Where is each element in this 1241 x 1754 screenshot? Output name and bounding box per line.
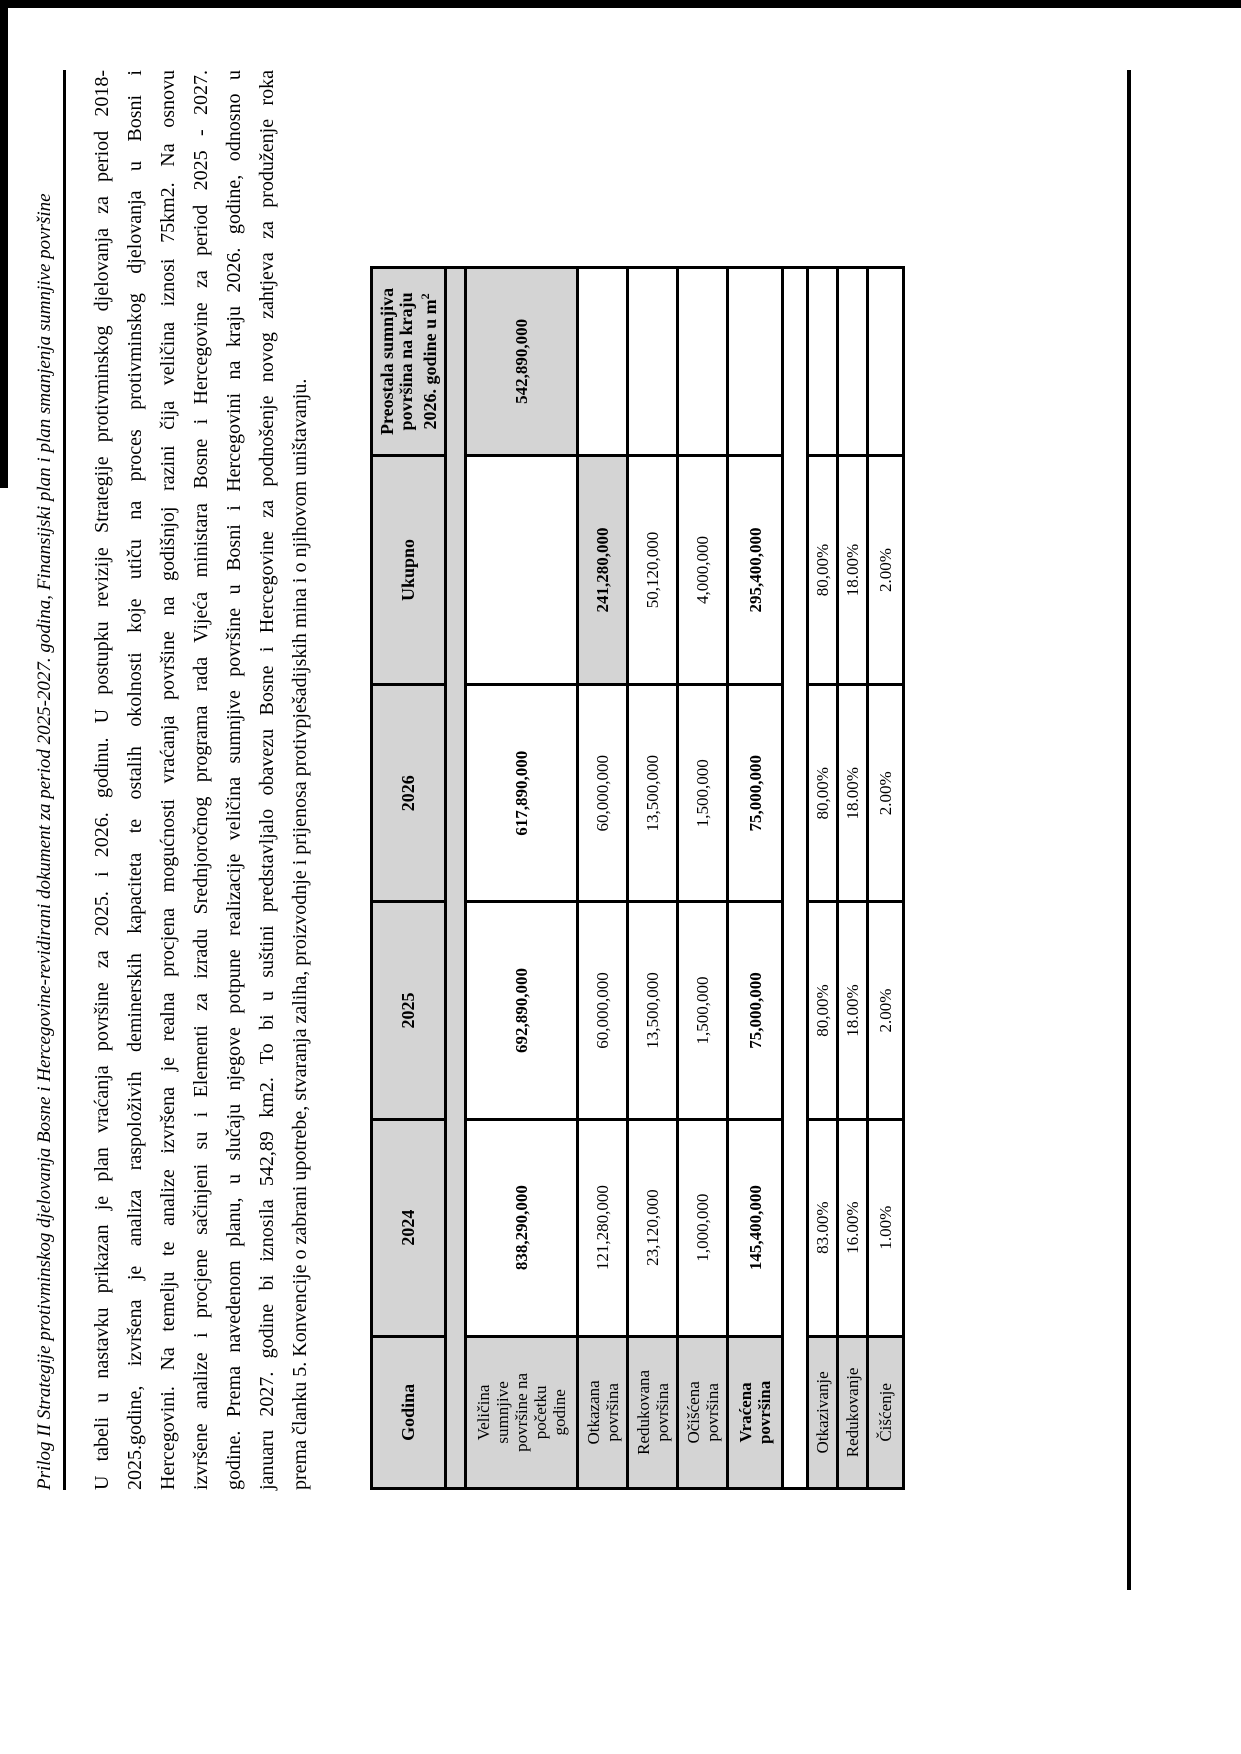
row-label: Otkazivanje [808, 1336, 838, 1488]
body-paragraph [86, 70, 317, 1490]
cell-ukupno: 295,400,000 [728, 455, 783, 684]
cell-2025: 75,000,000 [728, 902, 783, 1119]
table-row [466, 268, 578, 1489]
row-label: Očišćena površina [678, 1336, 728, 1488]
cell-2026: 60,000,000 [578, 685, 628, 902]
footer-rule [1127, 70, 1131, 1590]
cell-2024: 145,400,000 [728, 1119, 783, 1336]
header-2025: 2025 [372, 902, 446, 1119]
table-row [808, 268, 838, 1489]
header-2026: 2026 [372, 685, 446, 902]
paragraph-line: 2025.godine, izvršena je analiza raspoloživih deminerskih kapaciteta te ostalih okolnosti koje utiču na proces protivminskog djelovanja u Bosni i [124, 70, 146, 1490]
cell-2024: 83.00% [808, 1119, 838, 1336]
row-label: Vraćena površina [728, 1336, 783, 1488]
table-row [628, 268, 678, 1489]
cell-2025: 13,500,000 [628, 902, 678, 1119]
cell-2026: 18.00% [838, 685, 868, 902]
spacer-row-shaded [446, 268, 466, 1489]
cell-2026: 1,500,000 [678, 685, 728, 902]
paragraph-line: godine. Prema navedenom planu, u slučaju njegove potpune realizacije veličina sumnjive površine u Bosni i Hercegovini na kraju 2026. godine, odnosno u [223, 70, 245, 1490]
row-label: Otkazana površina [578, 1336, 628, 1488]
document-title: Prilog II Strategije protivminskog djelovanja Bosne i Hercegovine-revidirani dokument za period 2025-2027. godina, Finansijski plan i plan smanjenja sumnjive površine [0, 70, 66, 1490]
cell-ukupno: 80,00% [808, 455, 838, 684]
cell-2024: 838,290,000 [466, 1119, 578, 1336]
cell-2026: 13,500,000 [628, 685, 678, 902]
scan-artifact-top-edge [0, 0, 1241, 8]
table-row [838, 268, 868, 1489]
cell-2026: 617,890,000 [466, 685, 578, 902]
cell-ukupno: 18.00% [838, 455, 868, 684]
row-label: Veličina sumnjive površine na početku godine [466, 1336, 578, 1488]
cell-2024: 1,000,000 [678, 1119, 728, 1336]
cell-preostala [728, 268, 783, 456]
header-2024: 2024 [372, 1119, 446, 1336]
spacer-cell [783, 268, 808, 1489]
cell-2026: 80,00% [808, 685, 838, 902]
table-row [578, 268, 628, 1489]
scan-artifact-left-edge [0, 0, 8, 488]
header-godina: Godina [372, 1336, 446, 1488]
cell-2026: 75,000,000 [728, 685, 783, 902]
cell-2024: 16.00% [838, 1119, 868, 1336]
cell-2025: 2.00% [868, 902, 904, 1119]
cell-2024: 23,120,000 [628, 1119, 678, 1336]
spacer-row-blank [783, 268, 808, 1489]
cell-preostala [868, 268, 904, 456]
cell-ukupno: 4,000,000 [678, 455, 728, 684]
cell-2025: 80,00% [808, 902, 838, 1119]
paragraph-line: izvršene analize i procjene sačinjeni su i Elementi za izradu Srednjoročnog programa rada Vijeća ministara Bosne i Hercegovine za period 2025 - 2027. [190, 70, 212, 1490]
cell-preostala [838, 268, 868, 456]
cell-2025: 18.00% [838, 902, 868, 1119]
cell-preostala [678, 268, 728, 456]
cell-ukupno: 241,280,000 [578, 455, 628, 684]
cell-preostala: 542,890,000 [466, 268, 578, 456]
cell-ukupno: 50,120,000 [628, 455, 678, 684]
header-preostala: Preostala sumnjiva površina na kraju 2026. godine u $m^2$ [372, 268, 446, 456]
cell-preostala [628, 268, 678, 456]
cell-2024: 1.00% [868, 1119, 904, 1336]
cell-2026: 2.00% [868, 685, 904, 902]
row-label: Redukovana površina [628, 1336, 678, 1488]
paragraph-line: prema članku 5. Konvencije o zabrani upotrebe, stvaranja zaliha, proizvodnje i prijenosa protivpješadijskih mina i o njihovom uništavanju. [289, 378, 311, 1490]
table-row [678, 268, 728, 1489]
cell-ukupno: 2.00% [868, 455, 904, 684]
table-row [868, 268, 904, 1489]
paragraph-line: U tabeli u nastavku prikazan je plan vraćanja površine za 2025. i 2026. godinu. U postupku revizije Strategije protivminskog djelovanja za period 2018- [91, 70, 113, 1490]
cell-preostala [808, 268, 838, 456]
row-label: Čišćenje [868, 1336, 904, 1488]
cell-preostala [578, 268, 628, 456]
table-row [728, 268, 783, 1489]
table-header-row [372, 268, 446, 1489]
return-plan-table [370, 266, 905, 1490]
paragraph-line: Hercegovini. Na temelju te analize izvršena je realna procjena mogućnosti vraćanja površine na godišnjoj razini čija veličina iznosi 75km2. Na osnovu [157, 70, 179, 1490]
content-area [0, 70, 905, 1490]
cell-ukupno [466, 455, 578, 684]
cell-2025: 60,000,000 [578, 902, 628, 1119]
cell-2025: 1,500,000 [678, 902, 728, 1119]
spacer-cell [446, 268, 466, 1489]
row-label: Redukovanje [838, 1336, 868, 1488]
paragraph-line: januaru 2027. godine bi iznosila 542,89 km2. To bi u suštini predstavljalo obavezu Bosne i Hercegovine za podnošenje novog zahtjeva za produženje roka [256, 70, 278, 1490]
cell-2025: 692,890,000 [466, 902, 578, 1119]
cell-2024: 121,280,000 [578, 1119, 628, 1336]
header-ukupno: Ukupno [372, 455, 446, 684]
